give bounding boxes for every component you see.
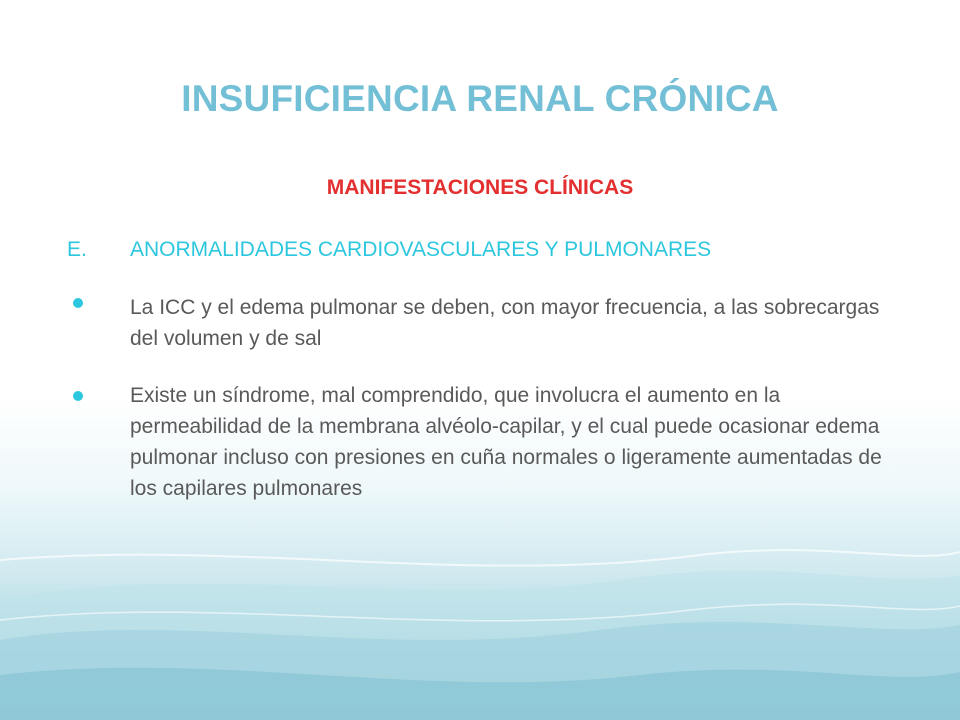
bullet-dot-icon: [73, 391, 83, 401]
section-heading: [67, 238, 711, 262]
bullet-item: La ICC y el edema pulmonar se deben, con mayor frecuencia, a las sobrecargas del volumen y de sal: [130, 296, 880, 350]
section-heading-text: ANORMALIDADES CARDIOVASCULARES Y PULMONARES: [130, 238, 712, 261]
bullet-item: Existe un síndrome, mal comprendido, que involucra el aumento en la permeabilidad de la membrana alvéolo-capilar, y el cual puede ocasionar edema pulmonar incluso con presiones en cuña normales o ligeramente aumentadas de los capilares pulmonares: [130, 384, 882, 500]
slide-subtitle: MANIFESTACIONES CLÍNICAS: [326, 176, 634, 199]
section-marker: E.: [67, 238, 87, 261]
bullet-dot-icon: [73, 298, 83, 308]
slide-title: INSUFICIENCIA RENAL CRÓNICA: [181, 78, 779, 119]
